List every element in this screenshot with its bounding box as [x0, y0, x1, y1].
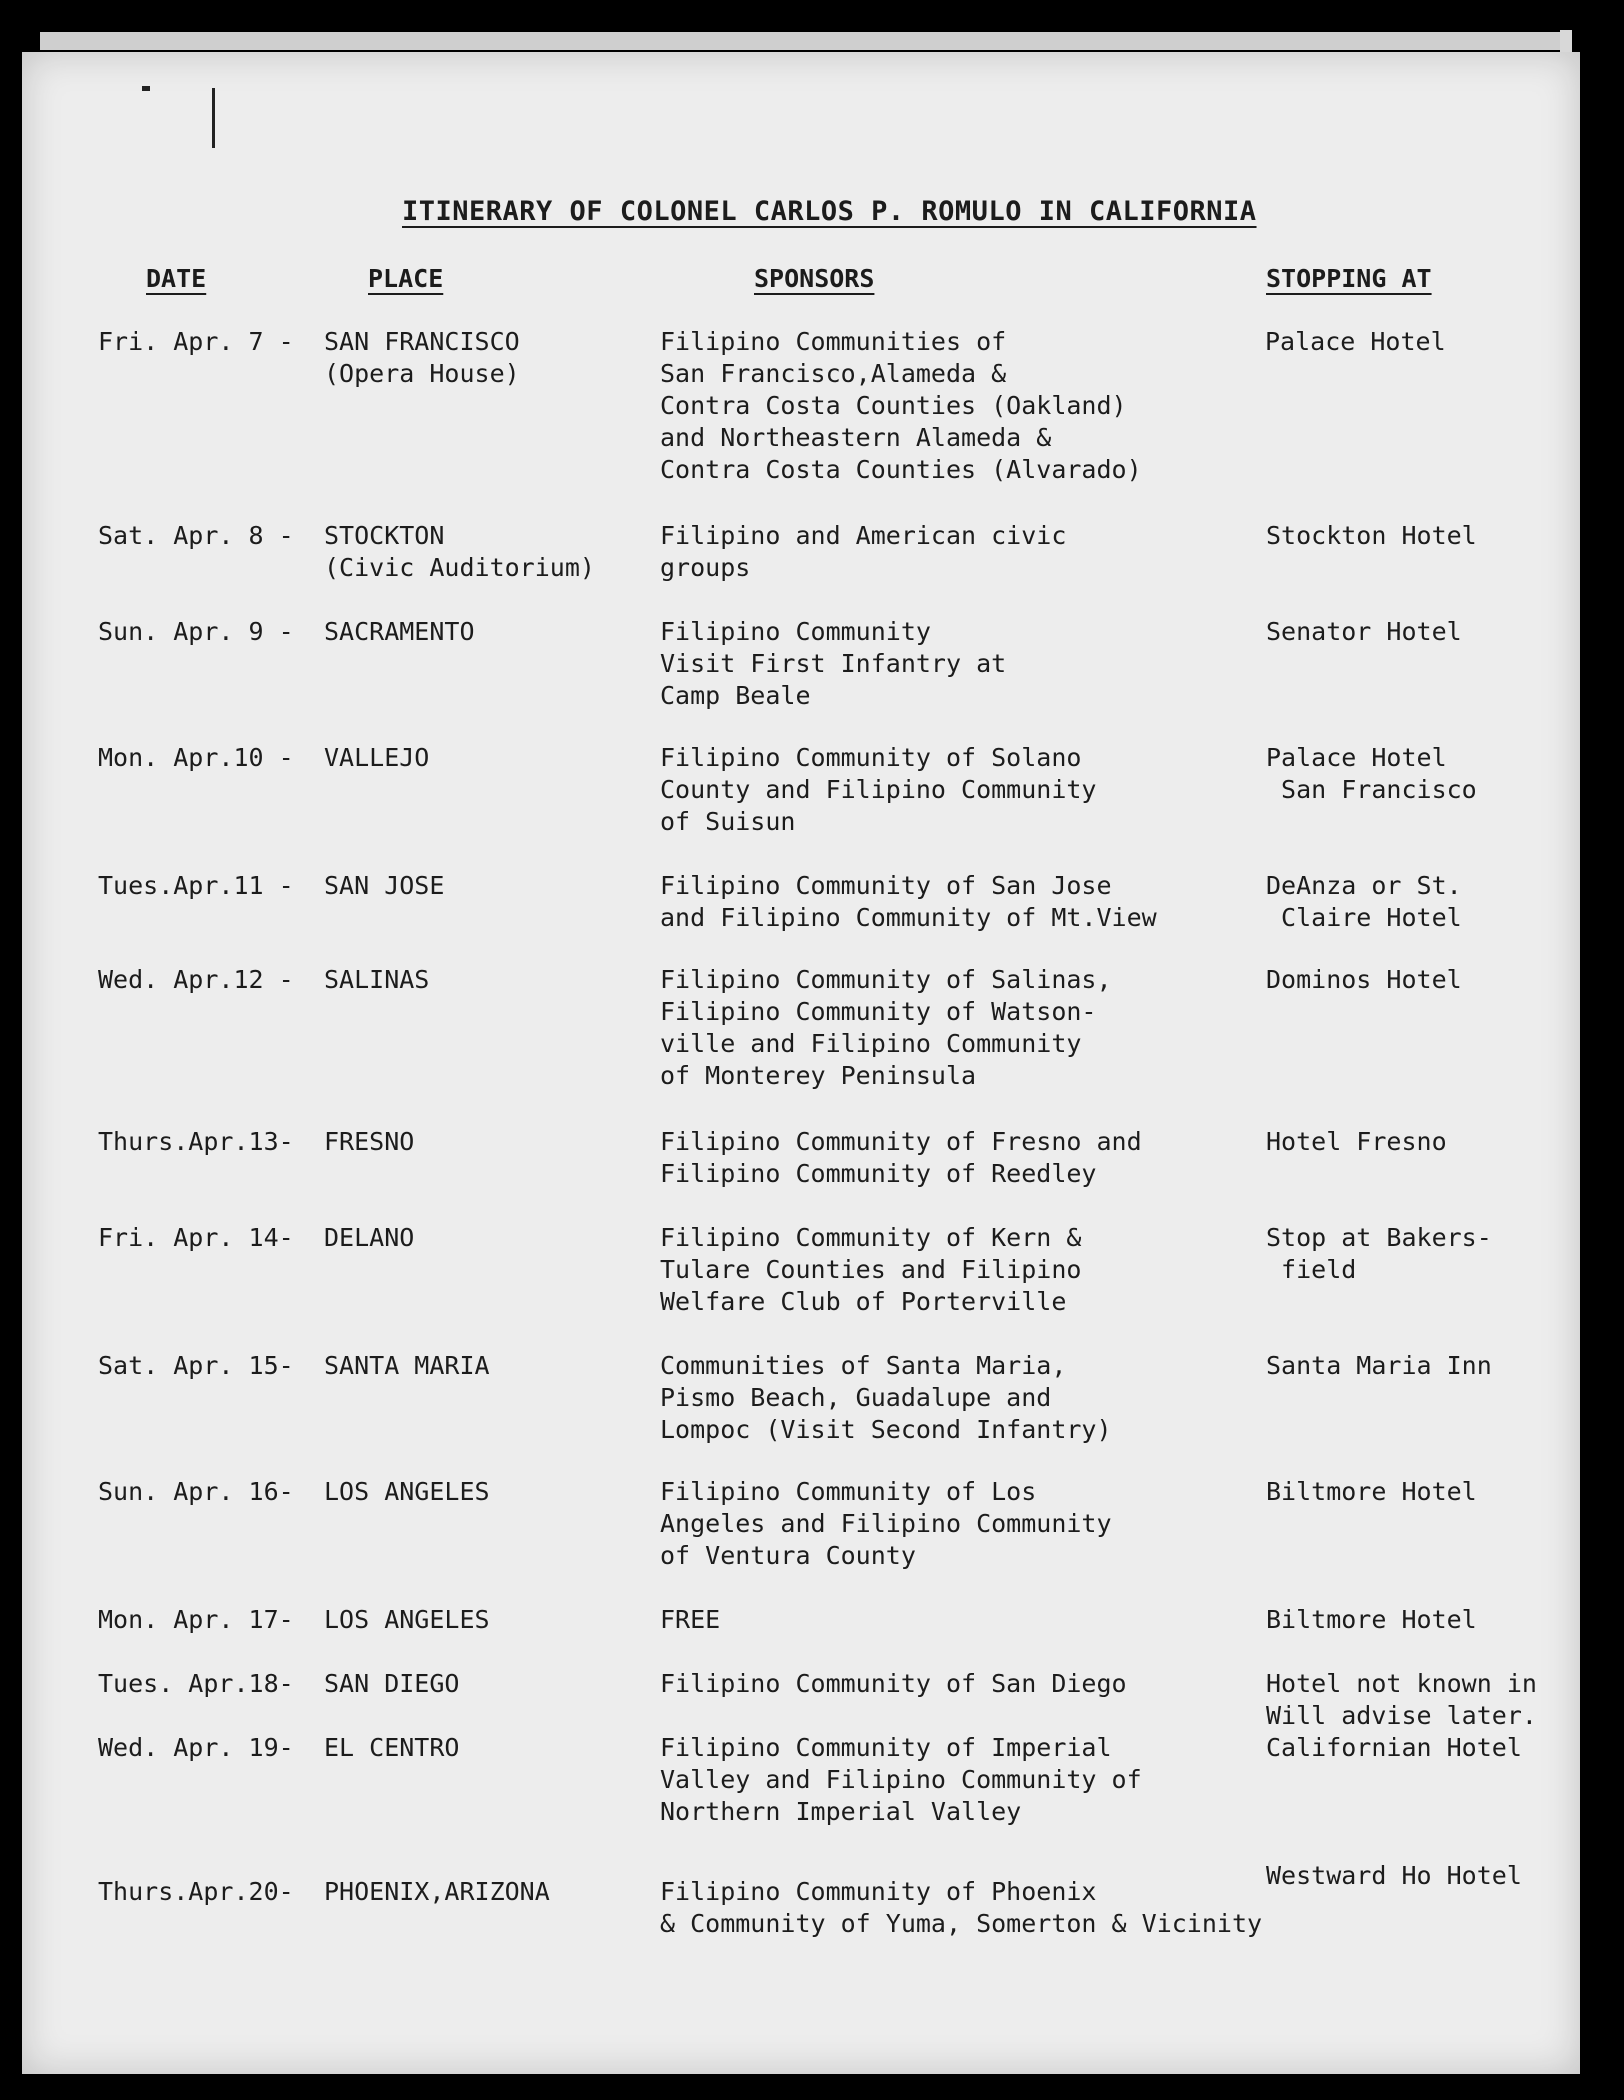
row-stopping-at: Hotel Fresno — [1266, 1127, 1447, 1156]
row-stopping-at: Biltmore Hotel — [1266, 1477, 1477, 1506]
row-place: LOS ANGELES — [324, 1477, 490, 1506]
row-place: SALINAS — [324, 965, 430, 994]
row-sponsors: Filipino Community of Phoenix & Community of Yuma, Somerton & Vicinity — [660, 1877, 1263, 1938]
row-stopping-at: Hotel not known in Will advise later. — [1266, 1669, 1537, 1730]
row-stopping-at: Stop at Bakers- field — [1266, 1223, 1492, 1284]
header-date: DATE — [146, 264, 207, 293]
header-place: PLACE — [368, 264, 444, 293]
row-sponsors: FREE — [660, 1605, 721, 1634]
row-place: EL CENTRO — [324, 1733, 460, 1762]
row-place: FRESNO — [324, 1127, 415, 1156]
row-stopping-at: DeAnza or St. Claire Hotel — [1266, 871, 1462, 932]
row-sponsors: Communities of Santa Maria, Pismo Beach, Guadalupe and Lompoc (Visit Second Infantry) — [660, 1351, 1112, 1444]
row-sponsors: Filipino Community of Salinas, Filipino Community of Watson- ville and Filipino Community of Monterey Peninsula — [660, 965, 1112, 1090]
row-place: LOS ANGELES — [324, 1605, 490, 1634]
row-date: Tues. Apr.18- — [98, 1669, 294, 1698]
row-place: SANTA MARIA — [324, 1351, 490, 1380]
row-date: Thurs.Apr.13- — [98, 1127, 294, 1156]
row-stopping-at: Palace Hotel San Francisco — [1266, 743, 1477, 804]
row-stopping-at: Biltmore Hotel — [1266, 1605, 1477, 1634]
row-date: Thurs.Apr.20- — [98, 1877, 294, 1906]
row-place: SAN DIEGO — [324, 1669, 460, 1698]
row-sponsors: Filipino Community of Fresno and Filipino Community of Reedley — [660, 1127, 1142, 1188]
row-date: Mon. Apr. 17- — [98, 1605, 294, 1634]
row-date: Wed. Apr.12 - — [98, 965, 294, 994]
row-sponsors: Filipino and American civic groups — [660, 521, 1067, 582]
row-date: Sat. Apr. 8 - — [98, 521, 294, 550]
row-sponsors: Filipino Community Visit First Infantry at Camp Beale — [660, 617, 1007, 710]
row-stopping-at: Palace Hotel — [1265, 327, 1446, 356]
row-date: Wed. Apr. 19- — [98, 1733, 294, 1762]
row-stopping-at: Dominos Hotel — [1266, 965, 1462, 994]
row-place: SAN FRANCISCO (Opera House) — [324, 327, 520, 388]
row-date: Fri. Apr. 7 - — [98, 327, 294, 356]
row-sponsors: Filipino Community of Los Angeles and Filipino Community of Ventura County — [660, 1477, 1112, 1570]
row-place: DELANO — [324, 1223, 415, 1252]
header-stopping-at: STOPPING AT — [1266, 264, 1432, 293]
row-date: Fri. Apr. 14- — [98, 1223, 294, 1252]
row-place: VALLEJO — [324, 743, 430, 772]
row-sponsors: Filipino Community of Imperial Valley and Filipino Community of Northern Imperial Valley — [660, 1733, 1142, 1826]
row-date: Sat. Apr. 15- — [98, 1351, 294, 1380]
row-place: PHOENIX,ARIZONA — [324, 1877, 550, 1906]
row-sponsors: Filipino Communities of San Francisco,Alameda & Contra Costa Counties (Oakland) and Northeastern Alameda & Contra Costa Counties (Alvarado) — [660, 327, 1142, 484]
document-title: ITINERARY OF COLONEL CARLOS P. ROMULO IN CALIFORNIA — [402, 196, 1257, 227]
row-place: SACRAMENTO — [324, 617, 475, 646]
row-stopping-at: Santa Maria Inn — [1266, 1351, 1492, 1380]
row-stopping-at: Senator Hotel — [1266, 617, 1462, 646]
row-sponsors: Filipino Community of Solano County and Filipino Community of Suisun — [660, 743, 1097, 836]
row-date: Tues.Apr.11 - — [98, 871, 294, 900]
row-date: Mon. Apr.10 - — [98, 743, 294, 772]
row-sponsors: Filipino Community of San Diego — [660, 1669, 1127, 1698]
row-sponsors: Filipino Community of San Jose and Filipino Community of Mt.View — [660, 871, 1157, 932]
row-stopping-at: Stockton Hotel — [1266, 521, 1477, 550]
row-place: SAN JOSE — [324, 871, 445, 900]
row-date: Sun. Apr. 16- — [98, 1477, 294, 1506]
row-stopping-at: Californian Hotel — [1266, 1733, 1522, 1762]
row-stopping-at: Westward Ho Hotel — [1266, 1861, 1522, 1890]
row-place: STOCKTON (Civic Auditorium) — [324, 521, 595, 582]
row-sponsors: Filipino Community of Kern & Tulare Counties and Filipino Welfare Club of Porterville — [660, 1223, 1082, 1316]
row-date: Sun. Apr. 9 - — [98, 617, 294, 646]
header-sponsors: SPONSORS — [754, 264, 875, 293]
